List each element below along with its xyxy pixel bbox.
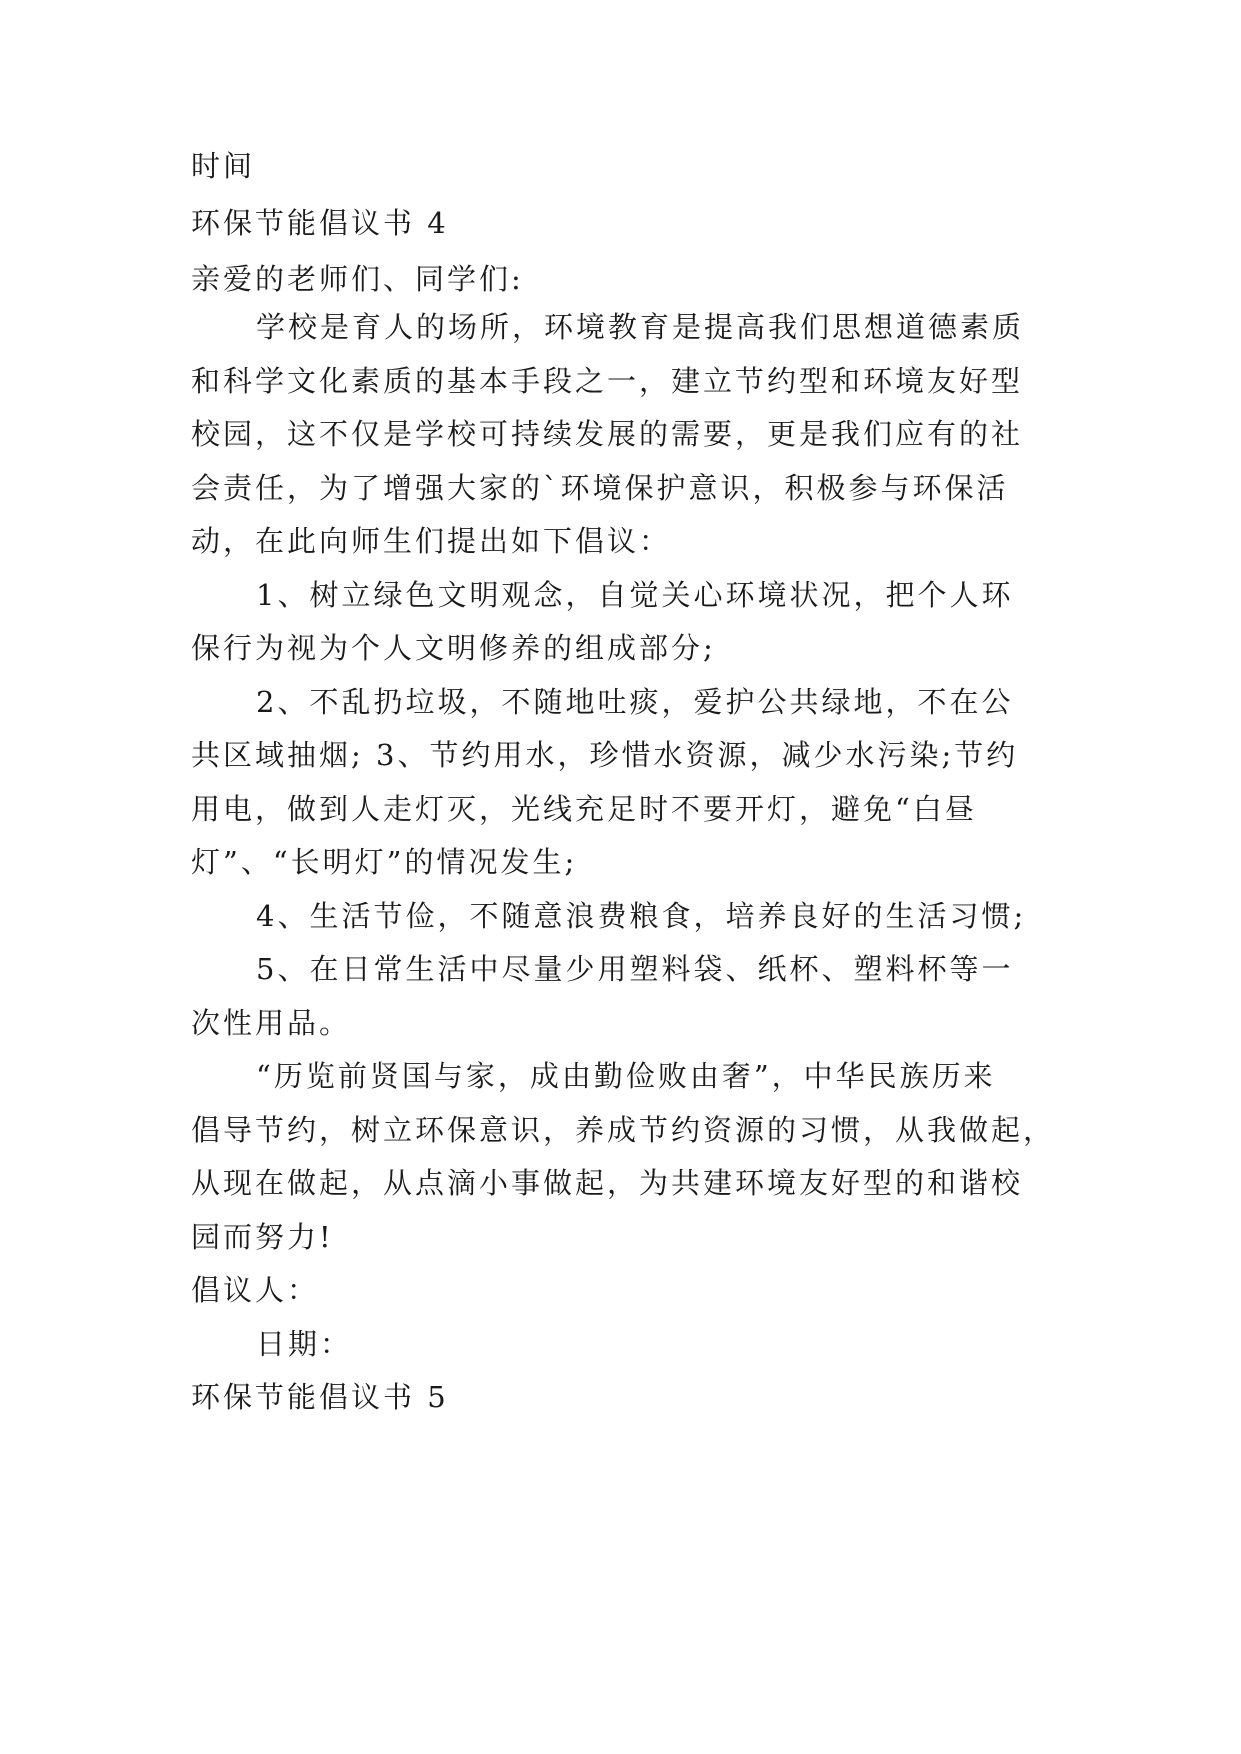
signature-label: 倡议人： [191,1273,320,1307]
list-item-5-cont: 次性用品。 [191,1006,352,1040]
list-item-1-cont: 保行为视为个人文明修养的组成部分; [191,631,716,665]
list-item-5: 5、在日常生活中尽量少用塑料袋、纸杯、塑料杯等一 [256,952,1014,986]
paragraph-line: 会责任，为了增强大家的`环境保护意识，积极参与环保活 [191,471,1009,505]
list-item-4: 4、生活节俭，不随意浪费粮食，培养良好的生活习惯; [256,899,1027,933]
paragraph-line: 学校是育人的场所，环境教育是提高我们思想道德素质 [256,310,1025,344]
closing-paragraph-line: 园而努力! [191,1220,334,1254]
paragraph-line: 校园，这不仅是学校可持续发展的需要，更是我们应有的社 [191,417,1024,451]
closing-paragraph-line: 倡导节约，树立环保意识，养成节约资源的习惯，从我做起， [191,1113,1056,1147]
section-label-time: 时间 [191,149,256,183]
heading-proposal-4: 环保节能倡议书 4 [191,206,449,240]
list-item-2: 2、不乱扔垃圾，不随地吐痰，爱护公共绿地，不在公 [256,685,1014,719]
list-item-2-cont: 用电，做到人走灯灭，光线充足时不要开灯，避免“白昼 [191,792,977,826]
list-item-2-cont: 灯”、“长明灯”的情况发生; [191,845,578,879]
list-item-2-cont: 共区域抽烟; 3、节约用水，珍惜水资源，减少水污染;节约 [191,738,1019,772]
date-label: 日期： [256,1327,353,1361]
list-item-1: 1、树立绿色文明观念，自觉关心环境状况，把个人环 [256,578,1014,612]
closing-paragraph-line: “历览前贤国与家，成由勤俭败由奢”，中华民族历来 [256,1059,996,1093]
paragraph-line: 动，在此向师生们提出如下倡议： [191,524,672,558]
closing-paragraph-line: 从现在做起，从点滴小事做起，为共建环境友好型的和谐校 [191,1166,1024,1200]
salutation: 亲爱的老师们、同学们: [191,262,524,296]
heading-proposal-5: 环保节能倡议书 5 [191,1380,449,1414]
paragraph-line: 和科学文化素质的基本手段之一，建立节约型和环境友好型 [191,364,1024,398]
